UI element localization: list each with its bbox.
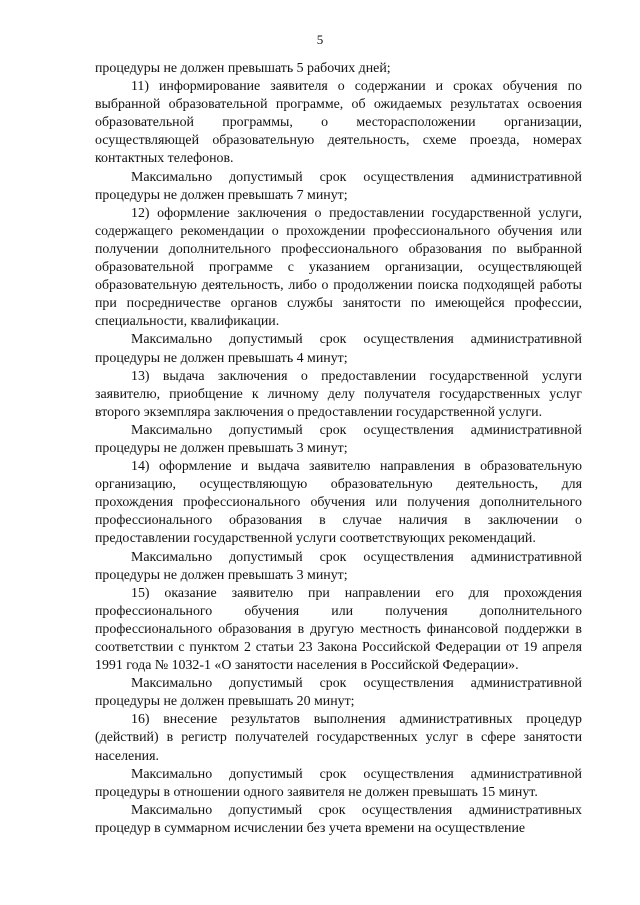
paragraph: 13) выдача заключения о предоставлении государственной услуги заявителю, приобщение к личному делу получателя государственных услуг второго экземпляра заключения о предоставлении государственной услуги. (95, 368, 582, 420)
paragraph: 16) внесение результатов выполнения административных процедур (действий) в регистр получателей государственных услуг в сфере занятости населения. (95, 712, 582, 764)
paragraph: процедуры не должен превышать 5 рабочих дней; (95, 61, 391, 76)
body-text (95, 60, 582, 838)
paragraph: 15) оказание заявителю при направлении его для прохождения профессионального обучения или получения дополнительного профессионального образования в другую местность финансовой поддержки в соответствии с пунктом 2 статьи 23 Закона Российской Федерации от 19 апреля 1991 года № 1032-1 «О занятости населения в Российской Федерации». (95, 585, 582, 674)
paragraph: Максимально допустимый срок осуществления административной процедуры в отношении одного заявителя не должен превышать 15 минут. (95, 766, 582, 800)
paragraph: Максимально допустимый срок осуществления административных процедур в суммарном исчислении без учета времени на осуществление (95, 802, 582, 836)
paragraph: Максимально допустимый срок осуществления административной процедуры не должен превышать 4 минут; (95, 332, 582, 366)
paragraph: 11) информирование заявителя о содержании и сроках обучения по выбранной образовательной программе, об ожидаемых результатах освоения образовательной программы, о месторасположении организации, осуществляющей образовательную деятельность, схеме проезда, номерах контактных телефонов. (95, 79, 582, 167)
paragraph: Максимально допустимый срок осуществления административной процедуры не должен превышать 20 минут; (95, 676, 582, 710)
paragraph: 14) оформление и выдача заявителю направления в образовательную организацию, осуществляющую образовательную деятельность, для прохождения профессионального обучения или получения дополнительного профессионального образования в случае наличия в заключении о предоставлении государственной услуги соответствующих рекомендаций. (95, 459, 582, 547)
paragraph: Максимально допустимый срок осуществления административной процедуры не должен превышать 3 минут; (95, 549, 582, 583)
page-number: 5 (316, 32, 324, 47)
paragraph: 12) оформление заключения о предоставлении государственной услуги, содержащего рекомендации о прохождении профессионального обучения или получении дополнительного профессионального образования по выбранной образовательной программе с указанием организации, осуществляющей образовательную деятельность, либо о продолжении поиска подходящей работы при посредничестве органов службы занятости по имеющейся профессии, специальности, квалификации. (95, 205, 582, 330)
paragraph: Максимально допустимый срок осуществления административной процедуры не должен превышать 3 минут; (95, 422, 582, 456)
paragraph: Максимально допустимый срок осуществления административной процедуры не должен превышать 7 минут; (95, 169, 582, 203)
